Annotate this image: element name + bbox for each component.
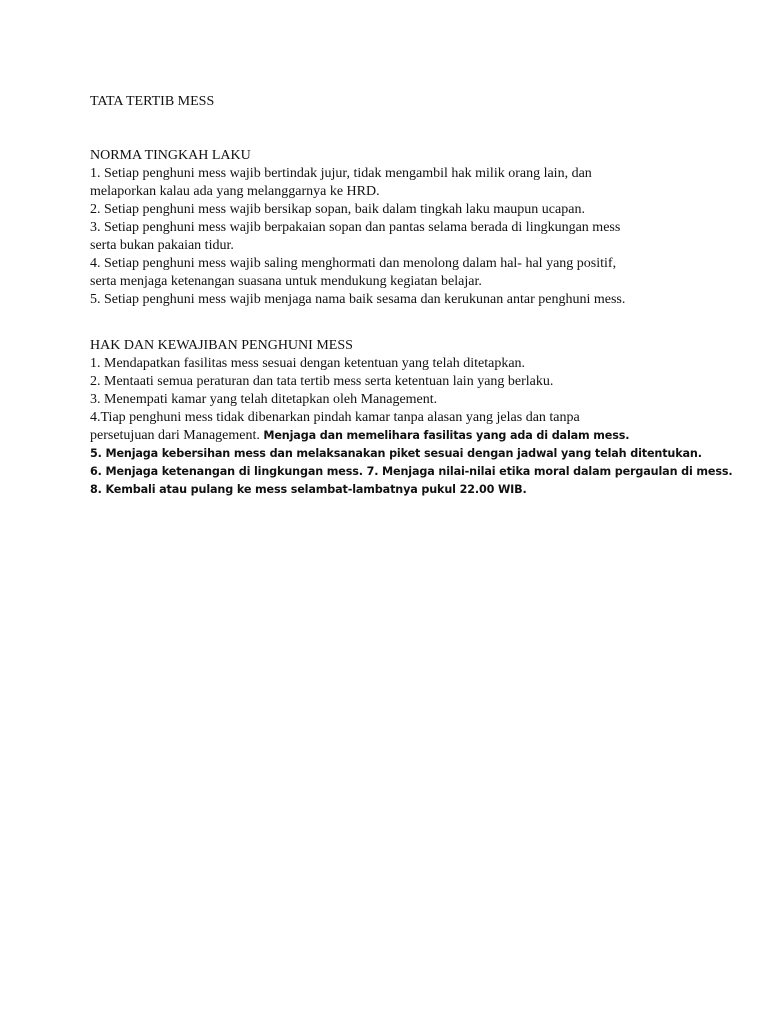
norma-item-1 [90, 165, 690, 201]
hak-item-8-text: 8. Kembali atau pulang ke mess selambat-lambatnya pukul 22.00 WIB. [90, 483, 527, 496]
hak-item-2 [90, 373, 690, 391]
norma-item-4-line-2: serta menjaga ketenangan suasana untuk mendukung kegiatan belajar. [90, 274, 482, 289]
hak-item-2-text: 2. Mentaati semua peraturan dan tata tertib mess serta ketentuan lain yang berlaku. [90, 374, 554, 389]
document-page [90, 93, 733, 499]
hak-item-5-text: 5. Menjaga kebersihan mess dan melaksanakan piket sesuai dengan jadwal yang telah ditentukan. [90, 447, 702, 460]
hak-item-8 [90, 481, 690, 499]
norma-item-3-line-1: 3. Setiap penghuni mess wajib berpakaian sopan dan pantas selama berada di lingkungan mess [90, 220, 621, 235]
hak-item-4-line-2-serif: persetujuan dari Management. [90, 428, 264, 443]
norma-item-1-line-2: melaporkan kalau ada yang melanggarnya ke HRD. [90, 184, 380, 199]
hak-item-1-text: 1. Mendapatkan fasilitas mess sesuai dengan ketentuan yang telah ditetapkan. [90, 356, 526, 371]
norma-item-4 [90, 255, 690, 291]
section-hak-kewajiban [90, 337, 733, 499]
hak-item-4 [90, 409, 690, 445]
section-norma-tingkah-laku [90, 147, 690, 309]
document-title: TATA TERTIB MESS [90, 94, 215, 109]
hak-item-4-line-1: 4.Tiap penghuni mess tidak dibenarkan pindah kamar tanpa alasan yang jelas dan tanpa [90, 410, 580, 425]
hak-item-1 [90, 355, 690, 373]
norma-item-4-line-1: 4. Setiap penghuni mess wajib saling menghormati dan menolong dalam hal- hal yang positif, [90, 256, 617, 271]
section-heading-hak: HAK DAN KEWAJIBAN PENGHUNI MESS [90, 338, 353, 353]
hak-item-6-7-text: 6. Menjaga ketenangan di lingkungan mess. 7. Menjaga nilai-nilai etika moral dalam pergaulan di mess. [90, 465, 733, 478]
hak-item-6-7 [90, 463, 733, 481]
norma-item-5-text: 5. Setiap penghuni mess wajib menjaga nama baik sesama dan kerukunan antar penghuni mess. [90, 292, 626, 307]
norma-item-2 [90, 201, 690, 219]
hak-item-5 [90, 445, 702, 463]
norma-item-1-line-1: 1. Setiap penghuni mess wajib bertindak jujur, tidak mengambil hak milik orang lain, dan [90, 166, 592, 181]
norma-item-5 [90, 291, 690, 309]
hak-item-3-text: 3. Menempati kamar yang telah ditetapkan oleh Management. [90, 392, 438, 407]
hak-item-4-line-2 [90, 427, 690, 445]
hak-item-3 [90, 391, 690, 409]
norma-item-3-line-2: serta bukan pakaian tidur. [90, 238, 234, 253]
section-heading-norma: NORMA TINGKAH LAKU [90, 148, 251, 163]
hak-item-4-line-2-sans: Menjaga dan memelihara fasilitas yang ada di dalam mess. [263, 429, 630, 442]
norma-item-2-text: 2. Setiap penghuni mess wajib bersikap sopan, baik dalam tingkah laku maupun ucapan. [90, 202, 585, 217]
norma-item-3 [90, 219, 690, 255]
